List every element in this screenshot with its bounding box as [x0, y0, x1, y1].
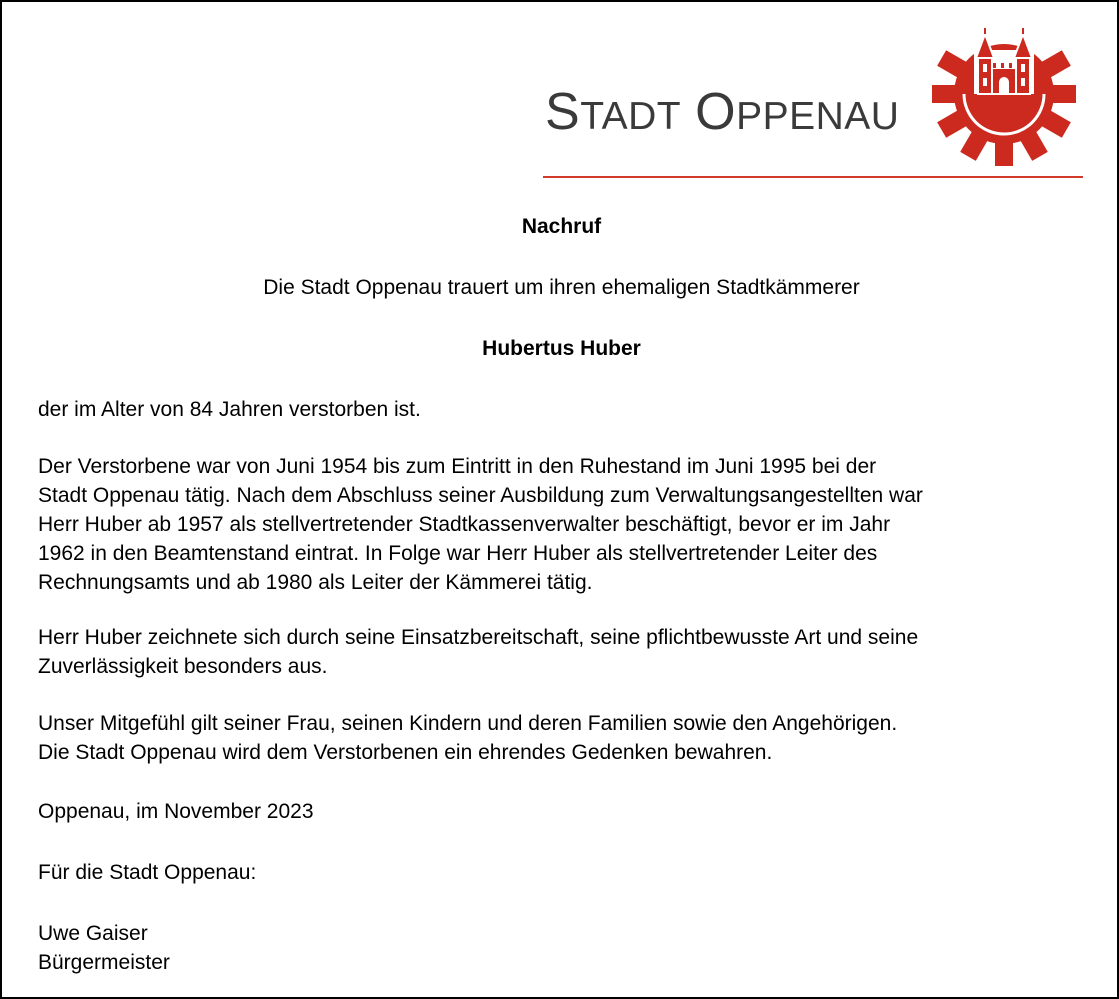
character-paragraph	[38, 623, 1098, 681]
deceased-name: Hubertus Huber	[482, 337, 641, 360]
place-and-date: Oppenau, im November 2023	[38, 800, 314, 823]
signature-block	[38, 919, 1098, 977]
paragraph-line: Der Verstorbene war von Juni 1954 bis zum Eintritt in den Ruhestand im Juni 1995 bei der	[38, 455, 877, 478]
career-paragraph	[38, 452, 1098, 597]
signatory-name: Uwe Gaiser	[38, 922, 148, 945]
paragraph-line: 1962 in den Beamtenstand eintrat. In Folge war Herr Huber als stellvertretender Leiter des	[38, 542, 878, 565]
paragraph-line: Unser Mitgefühl gilt seiner Frau, seinen Kindern und deren Familien sowie den Angehörigen.	[38, 712, 898, 735]
paragraph-line: Herr Huber ab 1957 als stellvertretender Stadtkassenverwalter beschäftigt, bevor er im Jahr	[38, 513, 891, 536]
signatory-title: Bürgermeister	[38, 951, 170, 974]
on-behalf-line: Für die Stadt Oppenau:	[38, 861, 257, 884]
notice-intro: Die Stadt Oppenau trauert um ihren ehemaligen Stadtkämmerer	[263, 276, 860, 299]
city-wordmark: STADT OPPENAU	[545, 83, 900, 141]
notice-heading: Nachruf	[521, 215, 602, 238]
paragraph-line: Herr Huber zeichnete sich durch seine Einsatzbereitschaft, seine pflichtbewusste Art und seine	[38, 626, 919, 649]
city-coat-of-arms-icon	[930, 20, 1078, 168]
paragraph-line: Stadt Oppenau tätig. Nach dem Abschluss seiner Ausbildung zum Verwaltungsangestellten war	[38, 484, 923, 507]
paragraph-line: Rechnungsamts und ab 1980 als Leiter der Kämmerei tätig.	[38, 571, 593, 594]
paragraph-line: Zuverlässigkeit besonders aus.	[38, 655, 328, 678]
condolence-paragraph	[38, 709, 1098, 767]
letterhead-rule	[543, 176, 1083, 178]
paragraph-line: Die Stadt Oppenau wird dem Verstorbenen ein ehrendes Gedenken bewahren.	[38, 741, 773, 764]
letterhead	[2, 2, 1117, 187]
age-line: der im Alter von 84 Jahren verstorben ist.	[38, 398, 421, 421]
